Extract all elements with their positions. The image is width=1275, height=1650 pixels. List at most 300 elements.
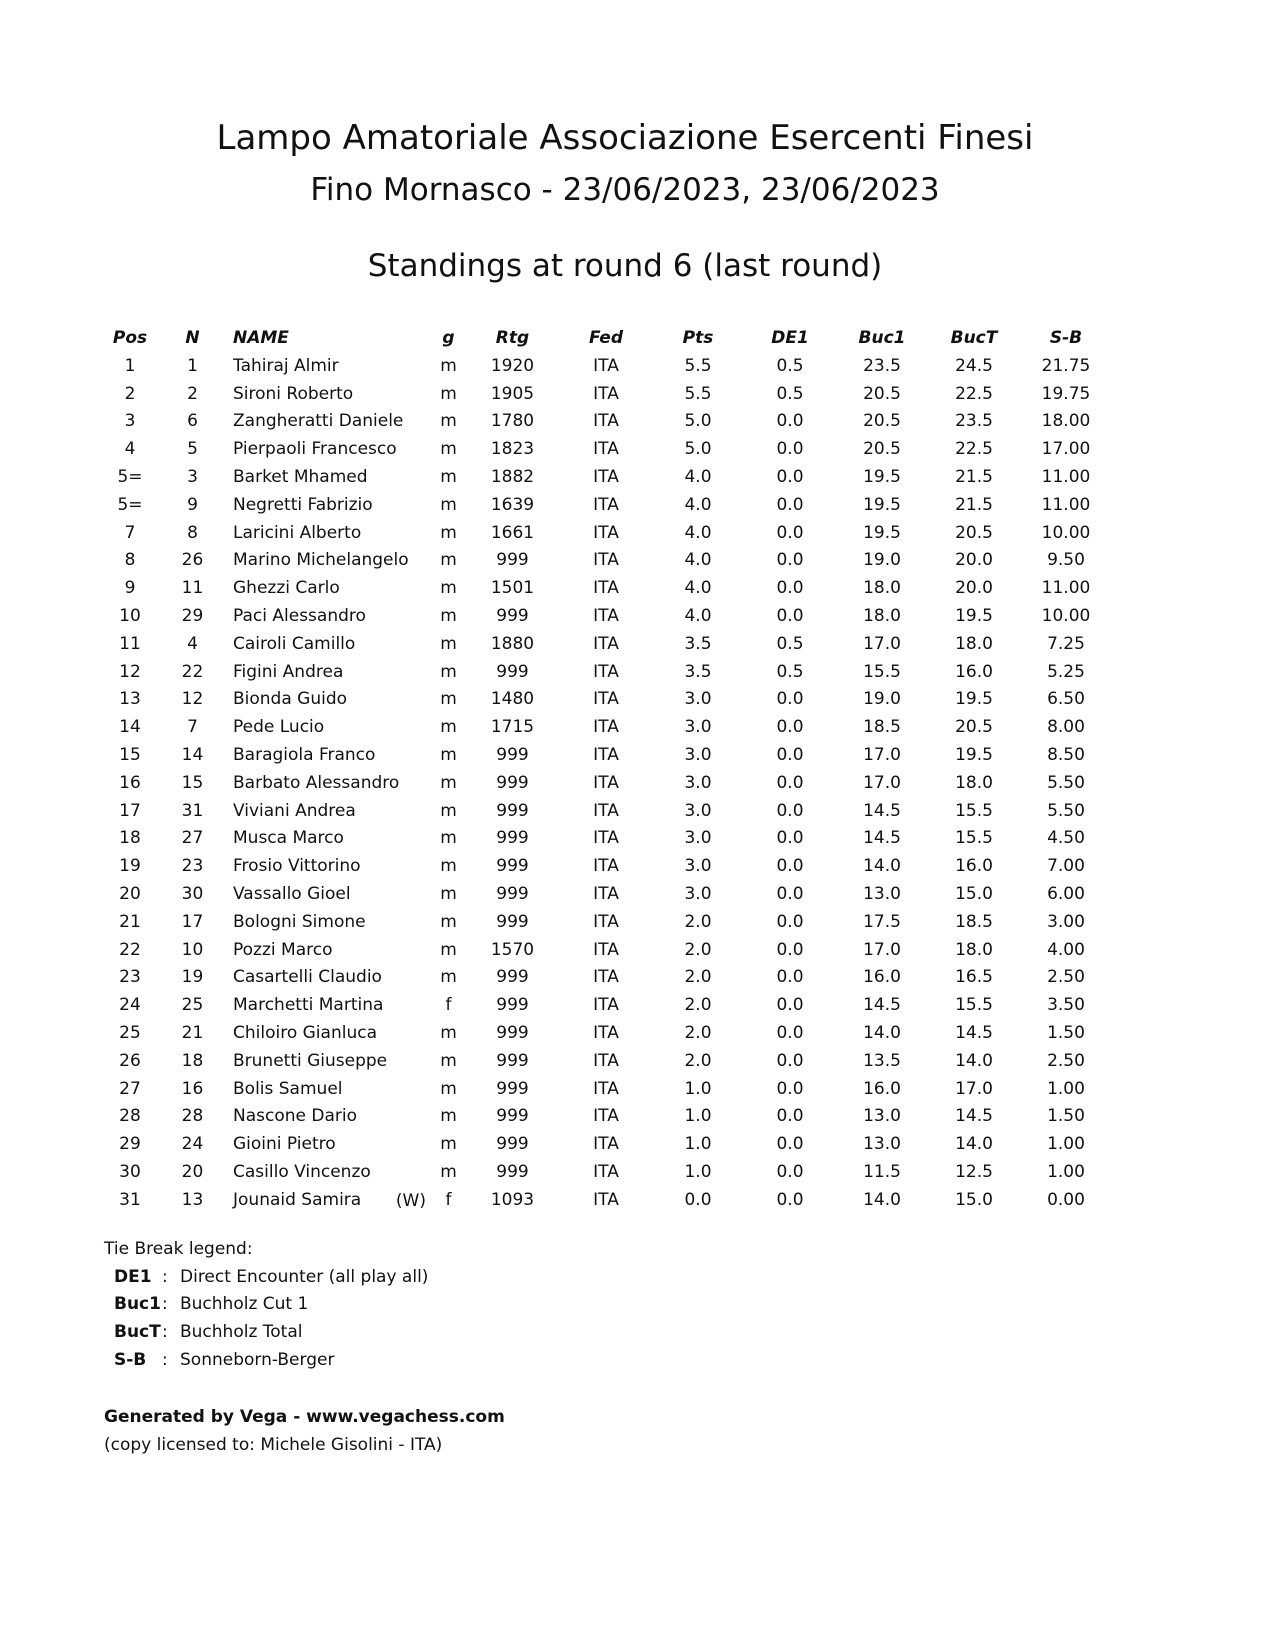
cell-rtg: 1639 — [490, 494, 535, 515]
cell-rtg: 999 — [496, 1078, 529, 1099]
cell-buc1: 14.0 — [863, 856, 901, 877]
cell-de1: 0.0 — [776, 772, 804, 793]
cell-sb: 19.75 — [1041, 383, 1091, 404]
cell-g: f — [445, 1189, 452, 1210]
cell-rtg: 999 — [496, 1134, 529, 1155]
cell-pos: 4 — [124, 439, 136, 460]
cell-sb: 11.00 — [1041, 494, 1091, 515]
cell-pts: 5.5 — [684, 355, 712, 376]
cell-name — [225, 686, 432, 714]
cell-de1: 0.0 — [776, 689, 804, 710]
legend-item — [104, 1347, 428, 1375]
cell-pos: 21 — [119, 911, 141, 932]
cell-pos: 13 — [119, 689, 141, 710]
cell-buct: 16.0 — [955, 856, 993, 877]
cell-name — [225, 825, 432, 853]
cell-rtg: 1823 — [490, 439, 535, 460]
cell-buc1: 19.0 — [863, 550, 901, 571]
player-name: Laricini Alberto — [233, 522, 362, 543]
cell-buc1: 14.5 — [863, 828, 901, 849]
table-row — [100, 352, 1112, 380]
legend-description: Direct Encounter (all play all) — [180, 1266, 429, 1287]
cell-fed: ITA — [593, 522, 619, 543]
cell-fed: ITA — [593, 939, 619, 960]
withdrawn-flag: (W) — [395, 1190, 426, 1211]
cell-buc1: 18.0 — [863, 578, 901, 599]
cell-pts: 4.0 — [684, 606, 712, 627]
cell-pos: 3 — [124, 411, 136, 432]
table-body — [100, 352, 1112, 1214]
cell-name — [225, 1019, 432, 1047]
table-row — [100, 1186, 1112, 1214]
cell-de1: 0.0 — [776, 1162, 804, 1182]
cell-pts: 3.5 — [684, 633, 712, 654]
cell-g: m — [440, 939, 457, 960]
player-name: Frosio Vittorino — [233, 856, 361, 877]
cell-n: 18 — [181, 1050, 204, 1071]
player-name: Negretti Fabrizio — [233, 494, 373, 515]
cell-n: 2 — [187, 383, 198, 404]
cell-sb: 3.50 — [1047, 995, 1085, 1016]
cell-pos: 8 — [124, 550, 136, 571]
cell-de1: 0.0 — [776, 439, 804, 460]
cell-buct: 21.5 — [955, 494, 993, 515]
cell-sb: 3.00 — [1047, 911, 1085, 932]
table-row — [100, 769, 1112, 797]
cell-sb: 1.50 — [1047, 1023, 1085, 1044]
cell-pts: 2.0 — [684, 939, 712, 960]
cell-name — [225, 602, 432, 630]
cell-rtg: 999 — [496, 550, 529, 571]
cell-buct: 15.0 — [955, 1189, 993, 1210]
cell-de1: 0.0 — [776, 578, 804, 599]
cell-de1: 0.0 — [776, 884, 804, 905]
cell-g: m — [440, 689, 457, 710]
player-name: Pede Lucio — [233, 717, 325, 738]
cell-rtg: 999 — [496, 1162, 529, 1182]
cell-pts: 1.0 — [684, 1078, 712, 1099]
cell-pts: 2.0 — [684, 1023, 712, 1044]
cell-name — [225, 1186, 432, 1214]
table-row — [100, 435, 1112, 463]
cell-sb: 10.00 — [1041, 606, 1091, 627]
cell-sb: 1.00 — [1047, 1134, 1085, 1155]
cell-rtg: 1905 — [490, 383, 535, 404]
cell-fed: ITA — [593, 383, 619, 404]
player-name: Casillo Vincenzo — [233, 1162, 371, 1182]
tie-break-legend — [104, 1236, 428, 1375]
cell-rtg: 999 — [496, 911, 529, 932]
cell-name — [225, 435, 432, 463]
cell-sb: 2.50 — [1047, 967, 1085, 988]
cell-de1: 0.0 — [776, 828, 804, 849]
page-title: Lampo Amatoriale Associazione Esercenti Finesi — [216, 118, 1034, 158]
cell-n: 5 — [187, 439, 198, 460]
cell-name — [225, 769, 432, 797]
table-row — [100, 825, 1112, 853]
cell-pts: 4.0 — [684, 494, 712, 515]
cell-name — [225, 408, 432, 436]
cell-g: m — [440, 856, 457, 877]
legend-separator: : — [162, 1266, 168, 1287]
cell-buct: 15.0 — [955, 884, 993, 905]
legend-key: S-B — [114, 1349, 147, 1370]
cell-de1: 0.0 — [776, 411, 804, 432]
cell-pts: 3.0 — [684, 828, 712, 849]
table-row — [100, 602, 1112, 630]
cell-pos: 24 — [119, 995, 141, 1016]
cell-de1: 0.0 — [776, 494, 804, 515]
cell-pts: 5.5 — [684, 383, 712, 404]
cell-de1: 0.0 — [776, 1078, 804, 1099]
cell-n: 14 — [181, 745, 204, 766]
table-row — [100, 491, 1112, 519]
cell-buc1: 19.5 — [863, 494, 901, 515]
table-row — [100, 1075, 1112, 1103]
player-name: Vassallo Gioel — [233, 884, 351, 905]
cell-n: 8 — [187, 522, 198, 543]
cell-pos: 9 — [124, 578, 136, 599]
cell-fed: ITA — [593, 745, 619, 766]
table-row — [100, 797, 1112, 825]
cell-buct: 20.0 — [955, 550, 993, 571]
cell-rtg: 1570 — [490, 939, 535, 960]
cell-pos: 5= — [117, 467, 143, 488]
cell-pts: 2.0 — [684, 1050, 712, 1071]
table-row — [100, 574, 1112, 602]
cell-g: m — [440, 355, 457, 376]
cell-n: 1 — [187, 355, 198, 376]
cell-name — [225, 1075, 432, 1103]
player-name: Nascone Dario — [233, 1106, 357, 1127]
cell-rtg: 999 — [496, 995, 529, 1016]
cell-rtg: 999 — [496, 661, 529, 682]
cell-rtg: 999 — [496, 606, 529, 627]
cell-fed: ITA — [593, 606, 619, 627]
cell-fed: ITA — [593, 689, 619, 710]
cell-rtg: 999 — [496, 967, 529, 988]
cell-sb: 1.00 — [1047, 1078, 1085, 1099]
cell-de1: 0.0 — [776, 467, 804, 488]
cell-buct: 12.5 — [955, 1162, 993, 1182]
player-name: Tahiraj Almir — [233, 355, 339, 376]
table-row — [100, 880, 1112, 908]
column-header-g: g — [442, 328, 455, 348]
cell-rtg: 999 — [496, 800, 529, 821]
cell-name — [225, 380, 432, 408]
table-row — [100, 908, 1112, 936]
cell-sb: 0.00 — [1047, 1189, 1085, 1210]
legend-item — [104, 1264, 428, 1292]
cell-name — [225, 964, 432, 992]
event-subtitle: Fino Mornasco - 23/06/2023, 23/06/2023 — [310, 172, 940, 208]
legend-key: DE1 — [114, 1266, 152, 1287]
cell-pts: 3.0 — [684, 856, 712, 877]
table-row — [100, 1158, 1112, 1186]
cell-sb: 8.50 — [1047, 745, 1085, 766]
cell-de1: 0.0 — [776, 1134, 804, 1155]
cell-pos: 18 — [119, 828, 141, 849]
cell-buc1: 19.0 — [863, 689, 901, 710]
cell-fed: ITA — [593, 1162, 619, 1182]
cell-de1: 0.5 — [776, 661, 804, 682]
cell-rtg: 1780 — [490, 411, 535, 432]
cell-sb: 7.00 — [1047, 856, 1085, 877]
cell-sb: 8.00 — [1047, 717, 1085, 738]
cell-pos: 2 — [124, 383, 136, 404]
cell-pos: 16 — [119, 772, 141, 793]
cell-n: 24 — [181, 1134, 204, 1155]
table-row — [100, 686, 1112, 714]
cell-buc1: 20.5 — [863, 383, 901, 404]
cell-buct: 20.5 — [955, 717, 993, 738]
column-header-buc1: Buc1 — [858, 328, 906, 348]
cell-name — [225, 352, 432, 380]
cell-fed: ITA — [593, 1050, 619, 1071]
legend-key: BucT — [114, 1322, 161, 1343]
cell-fed: ITA — [593, 1078, 619, 1099]
legend-item — [104, 1319, 428, 1347]
cell-rtg: 999 — [496, 856, 529, 877]
cell-sb: 18.00 — [1041, 411, 1091, 432]
cell-buc1: 19.5 — [863, 467, 901, 488]
cell-buc1: 13.0 — [863, 884, 901, 905]
cell-fed: ITA — [593, 1189, 619, 1210]
cell-fed: ITA — [593, 494, 619, 515]
cell-name — [225, 574, 432, 602]
cell-n: 3 — [187, 467, 198, 488]
table-row — [100, 519, 1112, 547]
cell-pos: 22 — [119, 939, 141, 960]
cell-g: m — [440, 467, 457, 488]
cell-g: m — [440, 800, 457, 821]
cell-de1: 0.0 — [776, 939, 804, 960]
cell-de1: 0.5 — [776, 633, 804, 654]
cell-sb: 17.00 — [1041, 439, 1091, 460]
standings-table — [100, 324, 1112, 1214]
cell-pts: 1.0 — [684, 1162, 712, 1182]
player-name: Zangheratti Daniele — [233, 411, 404, 432]
legend-key: Buc1 — [114, 1294, 161, 1315]
cell-name — [225, 658, 432, 686]
cell-fed: ITA — [593, 1106, 619, 1127]
cell-g: m — [440, 967, 457, 988]
cell-buct: 19.5 — [955, 745, 993, 766]
cell-g: m — [440, 1050, 457, 1071]
cell-de1: 0.0 — [776, 1106, 804, 1127]
cell-name — [225, 1103, 432, 1131]
cell-de1: 0.0 — [776, 550, 804, 571]
cell-n: 19 — [181, 967, 204, 988]
cell-name — [225, 463, 432, 491]
cell-n: 13 — [181, 1189, 204, 1210]
table-row — [100, 630, 1112, 658]
cell-n: 17 — [181, 911, 204, 932]
cell-name — [225, 547, 432, 575]
cell-sb: 6.00 — [1047, 884, 1085, 905]
cell-g: m — [440, 1023, 457, 1044]
cell-buc1: 20.5 — [863, 411, 901, 432]
cell-buc1: 23.5 — [863, 355, 901, 376]
cell-buc1: 16.0 — [863, 1078, 901, 1099]
column-header-n: N — [185, 328, 200, 348]
cell-name — [225, 936, 432, 964]
cell-name — [225, 908, 432, 936]
table-row — [100, 852, 1112, 880]
cell-n: 15 — [181, 772, 204, 793]
legend-description: Buchholz Cut 1 — [180, 1294, 309, 1315]
cell-buc1: 17.0 — [863, 772, 901, 793]
cell-n: 7 — [187, 717, 198, 738]
cell-rtg: 1920 — [490, 355, 535, 376]
cell-buct: 14.0 — [955, 1134, 993, 1155]
cell-pts: 5.0 — [684, 439, 712, 460]
cell-buc1: 19.5 — [863, 522, 901, 543]
cell-fed: ITA — [593, 772, 619, 793]
cell-n: 23 — [181, 856, 204, 877]
cell-sb: 1.00 — [1047, 1162, 1085, 1182]
cell-pos: 12 — [119, 661, 141, 682]
cell-name — [225, 630, 432, 658]
cell-name — [225, 519, 432, 547]
cell-buc1: 17.5 — [863, 911, 901, 932]
cell-buct: 20.0 — [955, 578, 993, 599]
cell-rtg: 1480 — [490, 689, 535, 710]
table-row — [100, 1047, 1112, 1075]
table-row — [100, 380, 1112, 408]
cell-pos: 27 — [119, 1078, 141, 1099]
cell-pts: 3.0 — [684, 800, 712, 821]
player-name: Jounaid Samira — [233, 1189, 362, 1210]
cell-rtg: 999 — [496, 828, 529, 849]
column-header-de1: DE1 — [771, 328, 809, 348]
cell-fed: ITA — [593, 967, 619, 988]
cell-de1: 0.0 — [776, 1189, 804, 1210]
cell-g: m — [440, 717, 457, 738]
cell-pts: 3.0 — [684, 689, 712, 710]
cell-buct: 15.5 — [955, 995, 993, 1016]
legend-items — [104, 1264, 428, 1375]
cell-rtg: 1661 — [490, 522, 535, 543]
cell-buc1: 13.0 — [863, 1134, 901, 1155]
table-row — [100, 547, 1112, 575]
cell-g: m — [440, 578, 457, 599]
cell-buct: 18.5 — [955, 911, 993, 932]
cell-buct: 18.0 — [955, 633, 993, 654]
cell-n: 12 — [181, 689, 204, 710]
cell-name — [225, 1158, 432, 1186]
cell-de1: 0.0 — [776, 995, 804, 1016]
player-name: Baragiola Franco — [233, 745, 376, 766]
cell-buc1: 17.0 — [863, 633, 901, 654]
cell-n: 30 — [181, 884, 204, 905]
cell-fed: ITA — [593, 800, 619, 821]
table-row — [100, 1019, 1112, 1047]
cell-pts: 2.0 — [684, 995, 712, 1016]
cell-fed: ITA — [593, 550, 619, 571]
cell-g: m — [440, 411, 457, 432]
cell-sb: 4.50 — [1047, 828, 1085, 849]
cell-pos: 25 — [119, 1023, 141, 1044]
cell-pts: 3.0 — [684, 745, 712, 766]
table-row — [100, 936, 1112, 964]
column-header-pts: Pts — [682, 328, 714, 348]
cell-fed: ITA — [593, 995, 619, 1016]
player-name: Cairoli Camillo — [233, 633, 356, 654]
cell-buc1: 18.5 — [863, 717, 901, 738]
player-name: Ghezzi Carlo — [233, 578, 340, 599]
cell-name — [225, 797, 432, 825]
cell-de1: 0.0 — [776, 967, 804, 988]
cell-pts: 3.0 — [684, 884, 712, 905]
cell-pts: 4.0 — [684, 522, 712, 543]
player-name: Marchetti Martina — [233, 995, 384, 1016]
player-name: Sironi Roberto — [233, 383, 354, 404]
cell-de1: 0.0 — [776, 606, 804, 627]
cell-de1: 0.0 — [776, 856, 804, 877]
table-row — [100, 964, 1112, 992]
cell-pts: 3.0 — [684, 717, 712, 738]
cell-de1: 0.0 — [776, 911, 804, 932]
player-name: Viviani Andrea — [233, 800, 356, 821]
cell-pts: 2.0 — [684, 911, 712, 932]
cell-name — [225, 1130, 432, 1158]
table-row — [100, 1130, 1112, 1158]
player-name: Bologni Simone — [233, 911, 366, 932]
player-name: Chiloiro Gianluca — [233, 1023, 377, 1044]
cell-pos: 11 — [119, 633, 141, 654]
cell-buct: 16.5 — [955, 967, 993, 988]
cell-sb: 2.50 — [1047, 1050, 1085, 1071]
cell-de1: 0.0 — [776, 522, 804, 543]
cell-pts: 4.0 — [684, 550, 712, 571]
cell-pos: 29 — [119, 1134, 141, 1155]
cell-fed: ITA — [593, 1134, 619, 1155]
cell-g: m — [440, 745, 457, 766]
cell-pts: 3.0 — [684, 772, 712, 793]
cell-g: m — [440, 633, 457, 654]
cell-buc1: 15.5 — [863, 661, 901, 682]
cell-name — [225, 991, 432, 1019]
cell-buc1: 13.5 — [863, 1050, 901, 1071]
cell-buc1: 18.0 — [863, 606, 901, 627]
cell-sb: 11.00 — [1041, 578, 1091, 599]
table-header-row — [100, 324, 1112, 352]
cell-fed: ITA — [593, 633, 619, 654]
cell-buct: 22.5 — [955, 439, 993, 460]
legend-separator: : — [162, 1349, 168, 1370]
cell-sb: 1.50 — [1047, 1106, 1085, 1127]
cell-pts: 5.0 — [684, 411, 712, 432]
cell-buct: 18.0 — [955, 939, 993, 960]
cell-g: m — [440, 911, 457, 932]
cell-buct: 16.0 — [955, 661, 993, 682]
cell-fed: ITA — [593, 856, 619, 877]
cell-buc1: 11.5 — [863, 1162, 901, 1182]
cell-rtg: 999 — [496, 745, 529, 766]
cell-n: 31 — [181, 800, 204, 821]
license-note: (copy licensed to: Michele Gisolini - ITA) — [104, 1435, 443, 1455]
cell-name — [225, 1047, 432, 1075]
cell-n: 27 — [181, 828, 204, 849]
cell-fed: ITA — [593, 355, 619, 376]
cell-rtg: 1501 — [490, 578, 535, 599]
cell-pos: 19 — [119, 856, 141, 877]
cell-rtg: 999 — [496, 884, 529, 905]
player-name: Gioini Pietro — [233, 1134, 336, 1155]
cell-de1: 0.0 — [776, 1023, 804, 1044]
cell-pos: 30 — [119, 1162, 141, 1182]
